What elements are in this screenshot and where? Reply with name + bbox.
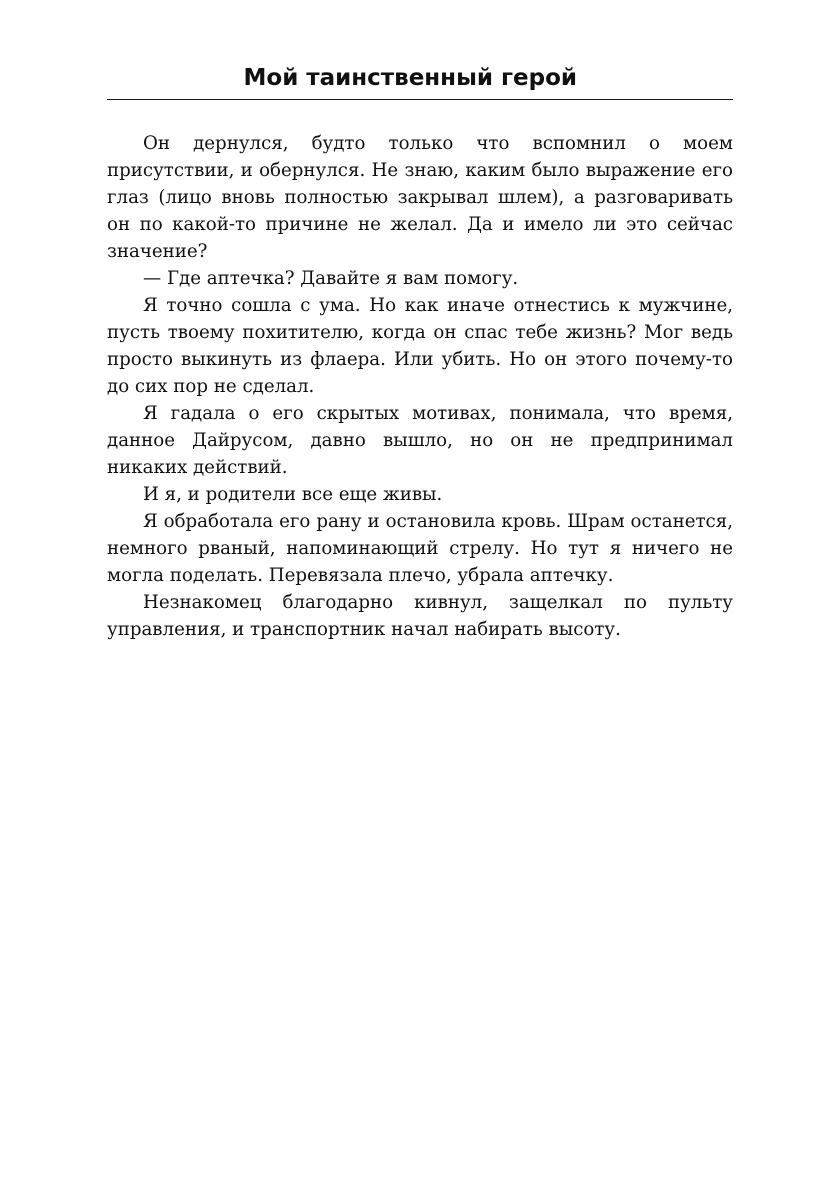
paragraph: — Где аптечка? Давайте я вам помогу. xyxy=(143,268,519,289)
body-text xyxy=(107,130,733,643)
paragraph: И я, и родители все еще живы. xyxy=(143,484,443,505)
paragraph: Я обработала его рану и остановила кровь. Шрам останется, немного рваный, напоминающий стрелу. Но тут я ничего не могла поделать. Перевязала плечо, убрала аптечку. xyxy=(107,511,733,586)
paragraph: Я гадала о его скрытых мотивах, понимала, что время, данное Дайрусом, давно вышло, но он не предпринимал никаких действий. xyxy=(107,403,733,478)
header-divider xyxy=(107,99,733,100)
running-head-title: Мой таинственный герой xyxy=(243,65,577,91)
paragraph: Незнакомец благодарно кивнул, защелкал по пульту управления, и транспортник начал набирать высоту. xyxy=(107,592,733,640)
paragraph: Он дернулся, будто только что вспомнил о моем присутствии, и обернулся. Не знаю, каким было выражение его глаз (лицо вновь полностью закрывал шлем), а разговаривать он по какой-то причине не желал. Да и имело ли это сейчас значение? xyxy=(107,133,733,262)
paragraph: Я точно сошла с ума. Но как иначе отнестись к мужчине, пусть твоему похитителю, когда он спас тебе жизнь? Мог ведь просто выкинуть из флаера. Или убить. Но он этого почему-то до сих пор не сделал. xyxy=(107,295,733,397)
